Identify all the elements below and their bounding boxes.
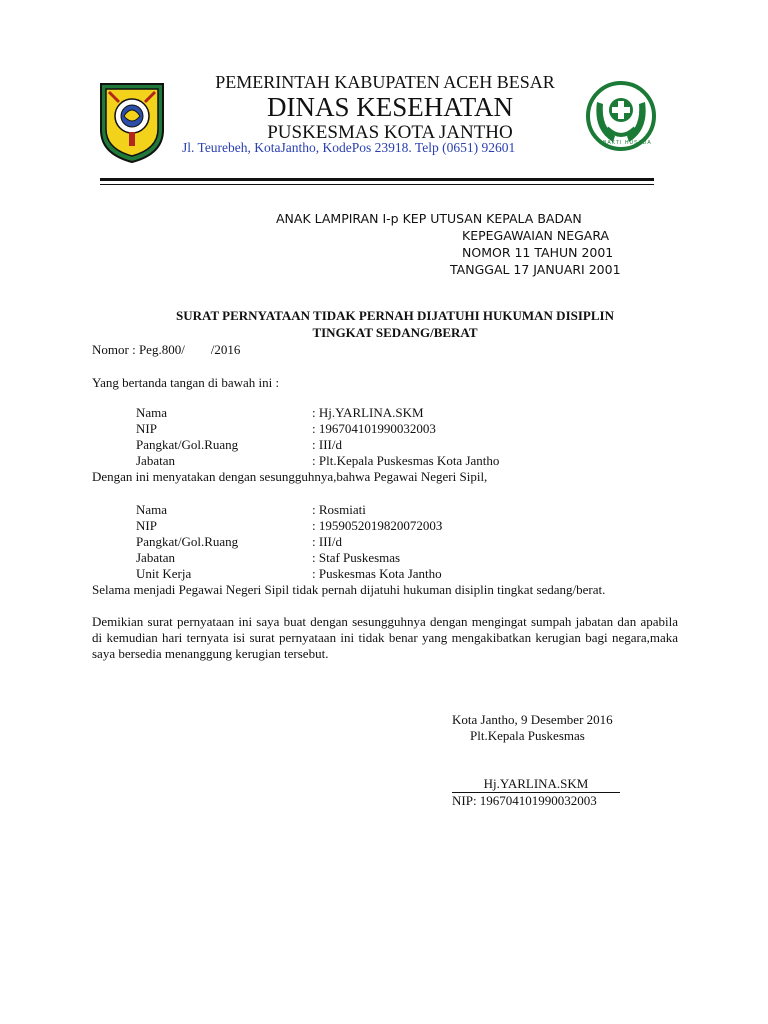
employee-nip-label: NIP: [136, 518, 157, 533]
letterhead-rule-thin: [100, 184, 654, 185]
letterhead-government: PEMERINTAH KABUPATEN ACEH BESAR: [215, 72, 555, 92]
letterhead-address: Jl. Teurebeh, KotaJantho, KodePos 23918. Telp (0651) 92601: [182, 140, 516, 155]
declaration-paragraph: Selama menjadi Pegawai Negeri Sipil tidak pernah dijatuhi hukuman disiplin tingkat sedang/berat.: [92, 582, 606, 597]
employee-nip-value: : 195905201982007200З: [312, 518, 443, 533]
signer-position-label: Jabatan: [136, 453, 175, 468]
signer-rank-label: Pangkat/Gol.Ruang: [136, 437, 239, 452]
signer-nip-value: : 196704101990032003: [312, 421, 436, 436]
employee-position-value: : Staf Puskesmas: [312, 550, 401, 565]
signer-nip-label: NIP: [136, 421, 157, 436]
annex-line-4: TANGGAL 17 JANUARI 2001: [450, 262, 621, 277]
employee-name-value: : Rosmiati: [312, 502, 366, 517]
employee-rank-value: : III/d: [312, 534, 342, 549]
letterhead-unit: PUSKESMAS KOTA JANTHO: [267, 122, 513, 143]
signer-position-value: : Plt.Kepala Puskesmas Kota Jantho: [312, 453, 500, 468]
employee-position-label: Jabatan: [136, 550, 175, 565]
employee-unit-label: Unit Kerja: [136, 566, 192, 581]
intro-text: Yang bertanda tangan di bawah ini :: [92, 375, 280, 390]
annex-line-1: ANAK LAMPIRAN I-p KEP UTUSAN KEPALA BADAN: [276, 211, 582, 226]
document-number: Nomor : Peg.800/ /2016: [92, 342, 241, 357]
document-title-line-2: TINGKAT SEDANG/BERAT: [312, 325, 478, 340]
annex-line-3: NOMOR 11 TAHUN 2001: [462, 245, 614, 260]
letterhead-rule-thick: [100, 178, 654, 181]
signer-rank-value: : III/d: [312, 437, 342, 452]
closing-paragraph: Demikian surat pernyataan ini saya buat dengan sesungguhnya dengan mengingat sumpah jabatan dan apabila di kemudian hari ternyata isi surat pernyataan ini tidak benar yang mengakibatkan kerugian bagi negara,maka saya bersedia menanggung kerugian tersebut.: [92, 614, 678, 661]
employee-name-label: Nama: [136, 502, 168, 517]
letterhead-agency: DINAS KESEHATAN: [266, 92, 514, 122]
logo-caption: BAKTI HUSADA: [603, 140, 652, 146]
signature-nip: NIP: 196704101990032003: [452, 793, 597, 808]
aceh-besar-emblem-icon: [97, 80, 167, 164]
signature-place-date: Kota Jantho, 9 Desember 2016: [452, 712, 613, 727]
employee-unit-value: : Puskesmas Kota Jantho: [312, 566, 442, 581]
signature-name: Hj.YARLINA.SKM: [452, 776, 620, 793]
signature-position: Plt.Kepala Puskesmas: [470, 728, 585, 743]
employee-rank-label: Pangkat/Gol.Ruang: [136, 534, 239, 549]
document-title-line-1: SURAT PERNYATAAN TIDAK PERNAH DIJATUHI HUKUMAN DISIPLIN: [176, 308, 614, 323]
annex-line-2: KEPEGAWAIAN NEGARA: [462, 228, 610, 243]
statement-text: Dengan ini menyatakan dengan sesungguhnya,bahwa Pegawai Negeri Sipil,: [92, 469, 488, 484]
signer-name-label: Nama: [136, 405, 168, 420]
signer-name-value: : Hj.YARLINA.SKM: [312, 405, 424, 420]
